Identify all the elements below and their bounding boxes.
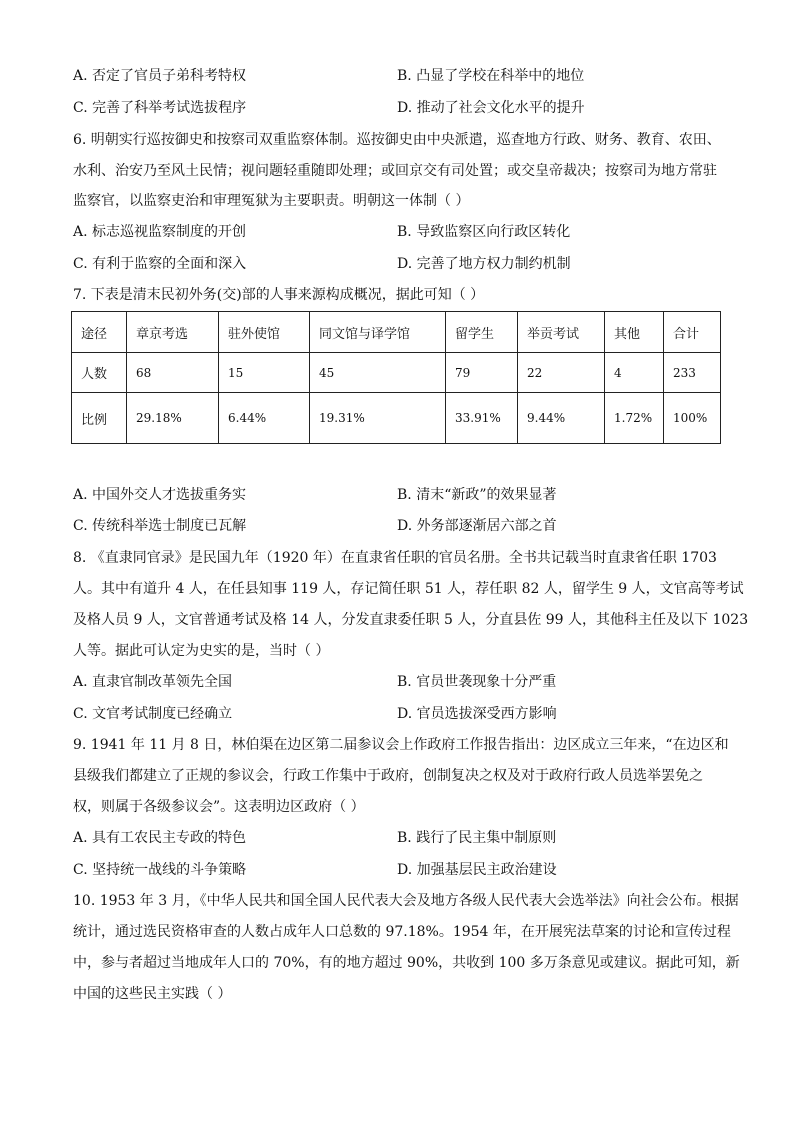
q8-option-b[interactable]: B. 官员世袭现象十分严重 (397, 674, 557, 690)
q6-option-d[interactable]: D. 完善了地方权力制约机制 (397, 256, 571, 272)
table-cell: 100% (664, 393, 721, 444)
table-cell: 6.44% (219, 393, 310, 444)
q10-stem-line-3: 中，参与者超过当地成年人口的 70%，有的地方超过 90%，共收到 100 多万条意见或建议。据此可知，新 (73, 955, 740, 971)
q9-option-d[interactable]: D. 加强基层民主政治建设 (397, 862, 557, 878)
q8-stem-line-4: 人等。据此可认定为史实的是，当时（ ） (73, 643, 330, 659)
q7-option-d[interactable]: D. 外务部逐渐居六部之首 (397, 518, 557, 534)
table-cell: 233 (664, 353, 721, 393)
table-header-cell: 举贡考试 (518, 312, 605, 353)
q10-stem-line-2: 统计，通过选民资格审查的人数占成年人口总数的 97.18%。1954 年，在开展宪法草案的讨论和宣传过程 (73, 924, 731, 940)
table-cell: 人数 (72, 353, 127, 393)
q10-stem-line-4: 中国的这些民主实践（ ） (73, 986, 232, 1002)
q5-option-d[interactable]: D. 推动了社会文化水平的提升 (397, 100, 585, 116)
table-cell: 15 (219, 353, 310, 393)
q5-option-c[interactable]: C. 完善了科举考试选拔程序 (73, 100, 247, 116)
q6-stem-line-2: 水利、治安乃至风土民情；视问题轻重随即处理；或回京交有司处置；或交皇帝裁决；按察司为地方常驻 (73, 163, 717, 179)
q8-option-a[interactable]: A. 直隶官制改革领先全国 (73, 674, 233, 690)
table-header-cell: 合计 (664, 312, 721, 353)
q6-option-b[interactable]: B. 导致监察区向行政区转化 (397, 224, 571, 240)
q9-option-a[interactable]: A. 具有工农民主专政的特色 (73, 830, 247, 846)
table-cell: 45 (310, 353, 446, 393)
table-cell: 9.44% (518, 393, 605, 444)
table-cell: 4 (605, 353, 664, 393)
table-header-cell: 同文馆与译学馆 (310, 312, 446, 353)
q8-stem-line-2: 人。其中有道升 4 人，在任县知事 119 人，存记简任职 51 人，荐任职 82 人，留学生 9 人，文官高等考试 (73, 581, 744, 597)
q8-option-d[interactable]: D. 官员选拔深受西方影响 (397, 706, 557, 722)
table-header-cell: 其他 (605, 312, 664, 353)
q9-stem-line-1: 9. 1941 年 11 月 8 日，林伯渠在边区第二届参议会上作政府工作报告指出：边区成立三年来，“在边区和 (73, 737, 729, 753)
table-cell: 29.18% (127, 393, 219, 444)
q9-stem-line-2: 县级我们都建立了正规的参议会，行政工作集中于政府，创制复决之权及对于政府行政人员选举罢免之 (73, 768, 703, 784)
table-header-cell: 驻外使馆 (219, 312, 310, 353)
table-cell: 比例 (72, 393, 127, 444)
table-cell: 33.91% (446, 393, 518, 444)
q10-stem-line-1: 10. 1953 年 3 月，《中华人民共和国全国人民代表大会及地方各级人民代表大会选举法》向社会公布。根据 (73, 893, 739, 909)
table-row (72, 393, 721, 444)
table-cell: 79 (446, 353, 518, 393)
table-header-cell: 途径 (72, 312, 127, 353)
table-header-cell: 章京考选 (127, 312, 219, 353)
q5-option-a[interactable]: A. 否定了官员子弟科考特权 (73, 68, 247, 84)
q8-option-c[interactable]: C. 文官考试制度已经确立 (73, 706, 233, 722)
q5-option-b[interactable]: B. 凸显了学校在科举中的地位 (397, 68, 585, 84)
q8-stem-line-1: 8. 《直隶同官录》是民国九年（1920 年）在直隶省任职的官员名册。全书共记载当时直隶省任职 1703 (73, 550, 717, 566)
table-header-cell: 留学生 (446, 312, 518, 353)
q7-option-b[interactable]: B. 清末“新政”的效果显著 (397, 487, 557, 503)
table-row (72, 353, 721, 393)
table-cell: 1.72% (605, 393, 664, 444)
q9-option-b[interactable]: B. 践行了民主集中制原则 (397, 830, 557, 846)
q9-stem-line-3: 权，则属于各级参议会”。这表明边区政府（ ） (73, 799, 365, 815)
q6-option-c[interactable]: C. 有利于监察的全面和深入 (73, 256, 247, 272)
table-cell: 22 (518, 353, 605, 393)
q6-stem-line-3: 监察官，以监察吏治和审理冤狱为主要职责。明朝这一体制（ ） (73, 193, 470, 209)
table-header-row (72, 312, 721, 353)
table-cell: 19.31% (310, 393, 446, 444)
q7-option-a[interactable]: A. 中国外交人才选拔重务实 (73, 487, 247, 503)
q6-stem-line-1: 6. 明朝实行巡按御史和按察司双重监察体制。巡按御史由中央派遣，巡查地方行政、财务、教育、农田、 (73, 132, 721, 148)
table-cell: 68 (127, 353, 219, 393)
q9-option-c[interactable]: C. 坚持统一战线的斗争策略 (73, 862, 247, 878)
q6-option-a[interactable]: A. 标志巡视监察制度的开创 (73, 224, 247, 240)
q7-option-c[interactable]: C. 传统科举选士制度已瓦解 (73, 518, 247, 534)
q7-personnel-table (71, 311, 721, 444)
q8-stem-line-3: 及格人员 9 人，文官普通考试及格 14 人，分发直隶委任职 5 人，分直县佐 99 人，其他科主任及以下 1023 (73, 612, 749, 628)
q7-stem: 7. 下表是清末民初外务(交)部的人事来源构成概况，据此可知（ ） (73, 287, 485, 303)
